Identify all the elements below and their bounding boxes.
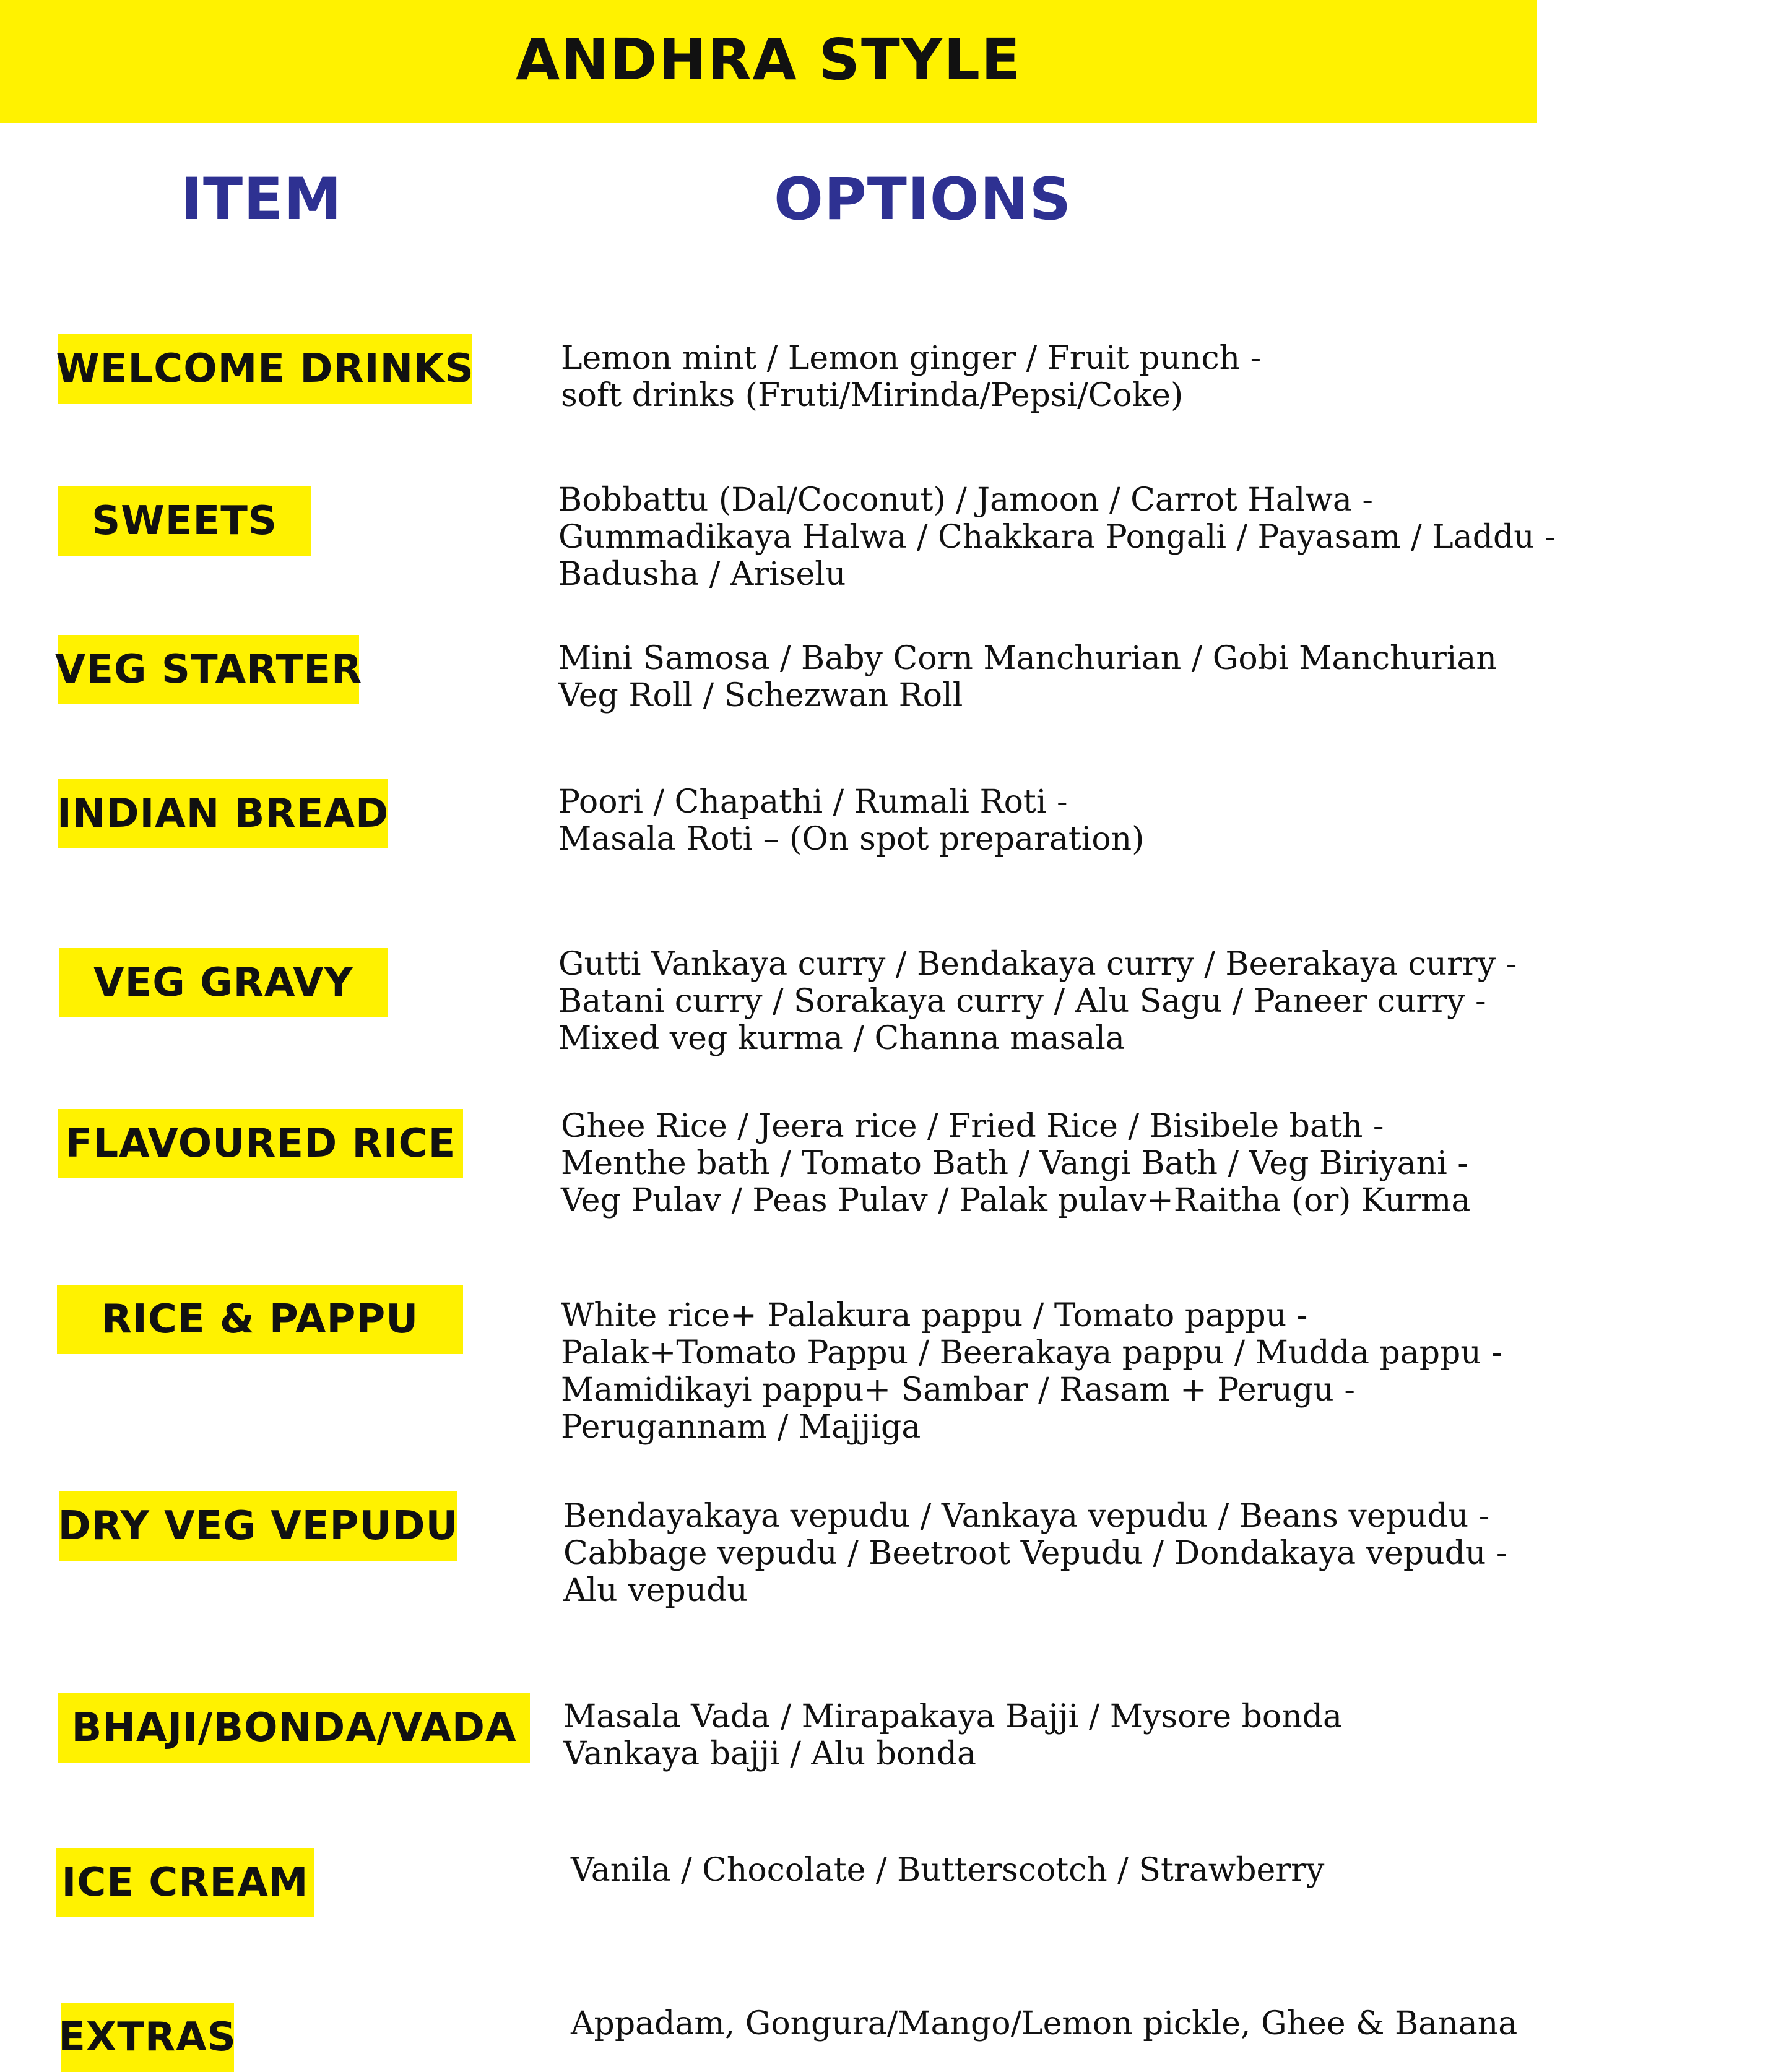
option-line: Masala Vada / Mirapakaya Bajji / Mysore bonda (563, 1698, 1343, 1735)
option-line: White rice+ Palakura pappu / Tomato pappu - (561, 1297, 1308, 1334)
menu-item-name: ICE CREAM (61, 1860, 309, 1906)
menu-item-name: FLAVOURED RICE (65, 1121, 456, 1167)
option-line: Gummadikaya Halwa / Chakkara Pongali / Payasam / Laddu - (558, 519, 1556, 556)
menu-item-options (561, 1297, 1502, 1446)
option-line: Alu vepudu (563, 1572, 748, 1609)
menu-item-options (561, 1108, 1470, 1219)
menu-item-options (558, 783, 1144, 858)
option-line: Vanila / Chocolate / Butterscotch / Strawberry (571, 1852, 1325, 1889)
item-column-header: ITEM (181, 166, 342, 233)
option-line: Badusha / Ariselu (558, 556, 846, 593)
menu-item-name: SWEETS (92, 498, 277, 544)
option-line: Mixed veg kurma / Channa masala (558, 1020, 1125, 1057)
option-line: soft drinks (Fruti/Mirinda/Pepsi/Coke) (561, 377, 1184, 414)
menu-item-label (58, 486, 311, 556)
menu-item-label (58, 1693, 530, 1763)
option-line: Appadam, Gongura/Mango/Lemon pickle, Ghee & Banana (571, 2005, 1518, 2042)
option-line: Perugannam / Majjiga (561, 1409, 921, 1446)
menu-item-label (59, 948, 388, 1017)
option-line: Batani curry / Sorakaya curry / Alu Sagu / Paneer curry - (558, 983, 1486, 1020)
option-line: Lemon mint / Lemon ginger / Fruit punch - (561, 340, 1262, 377)
menu-item-options (571, 2005, 1517, 2042)
menu-item-label (59, 1491, 457, 1561)
option-line: Masala Roti – (On spot preparation) (558, 821, 1145, 858)
page-title: ANDHRA STYLE (516, 26, 1021, 93)
menu-item-label (58, 1109, 463, 1178)
menu-item-name: VEG GRAVY (93, 960, 353, 1006)
option-line: Bendayakaya vepudu / Vankaya vepudu / Beans vepudu - (563, 1498, 1490, 1535)
option-line: Mini Samosa / Baby Corn Manchurian / Gobi Manchurian (558, 640, 1497, 677)
menu-item-options (571, 1852, 1324, 1889)
menu-item-options (558, 481, 1556, 593)
option-line: Cabbage vepudu / Beetroot Vepudu / Dondakaya vepudu - (563, 1535, 1507, 1572)
menu-item-options (558, 640, 1497, 714)
menu-item-name: RICE & PAPPU (101, 1297, 419, 1342)
option-line: Ghee Rice / Jeera rice / Fried Rice / Bisibele bath - (561, 1108, 1384, 1145)
menu-item-options (561, 340, 1261, 414)
menu-item-label (58, 2003, 236, 2072)
menu-item-name: DRY VEG VEPUDU (58, 1503, 459, 1549)
option-line: Palak+Tomato Pappu / Beerakaya pappu / Mudda pappu - (561, 1334, 1502, 1371)
menu-item-name: VEG STARTER (54, 647, 363, 693)
option-line: Gutti Vankaya curry / Bendakaya curry / Beerakaya curry - (558, 946, 1517, 983)
option-line: Menthe bath / Tomato Bath / Vangi Bath / Veg Biriyani - (561, 1145, 1468, 1182)
option-line: Mamidikayi pappu+ Sambar / Rasam + Perugu - (561, 1371, 1355, 1409)
option-line: Poori / Chapathi / Rumali Roti - (558, 783, 1068, 821)
menu-item-name: WELCOME DRINKS (56, 346, 474, 392)
menu-item-name: INDIAN BREAD (56, 791, 389, 837)
menu-item-name: BHAJI/BONDA/VADA (71, 1705, 517, 1751)
menu-item-options (563, 1498, 1507, 1609)
menu-item-options (558, 946, 1517, 1057)
menu-item-label (56, 1848, 314, 1917)
option-line: Veg Roll / Schezwan Roll (558, 677, 963, 714)
menu-item-label (57, 1285, 463, 1354)
menu-item-options (563, 1698, 1342, 1772)
option-line: Vankaya bajji / Alu bonda (563, 1735, 977, 1772)
menu-item-label (54, 635, 363, 704)
option-line: Veg Pulav / Peas Pulav / Palak pulav+Raitha (or) Kurma (561, 1182, 1471, 1219)
option-line: Bobbattu (Dal/Coconut) / Jamoon / Carrot Halwa - (558, 481, 1373, 519)
menu-item-label (58, 779, 388, 848)
menu-item-name: EXTRAS (58, 2014, 236, 2060)
options-column-header: OPTIONS (774, 166, 1072, 233)
menu-item-label (58, 334, 472, 404)
title-banner (0, 0, 1537, 123)
